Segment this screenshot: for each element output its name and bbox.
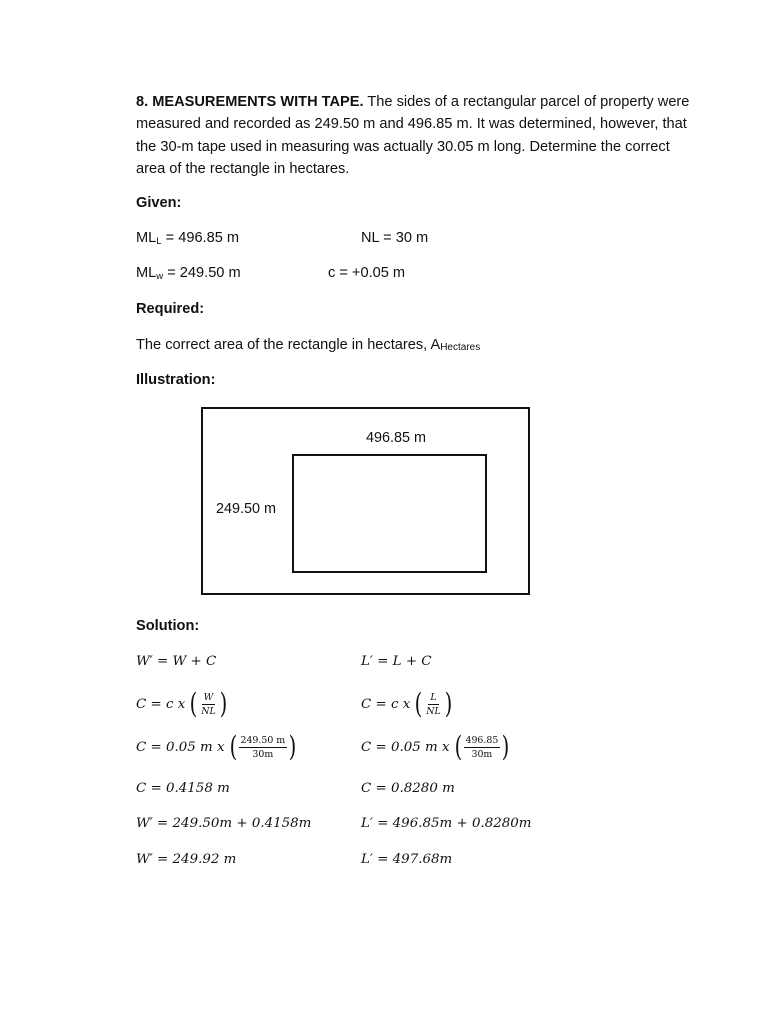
solution-label: Solution:: [136, 618, 200, 634]
width-dimension: 249.50 m: [216, 501, 277, 517]
problem-body: The sides of a rectangular parcel of property were measured and recorded as 249.50 m and 496.85 m. It was determined, however, that the 30-m tape used in measuring was actually 30.05 m long. Determine the correct area of the rectangle in hectares.: [136, 94, 690, 177]
eq-length-correction-formula: C = c x ( $\frac{L}{NL}$ ): [361, 687, 452, 720]
given-label: Given:: [136, 195, 182, 211]
given-ml-length: $ML_L = 496.85$ m: [136, 230, 240, 247]
required-text: The correct area of the rectangle in hectares, AHectares: [136, 337, 481, 353]
problem-statement: [136, 91, 696, 180]
eq-width-corrected-result: W′ = 249.92 m: [136, 852, 237, 867]
illustration-label: Illustration:: [136, 372, 216, 388]
eq-length-correction-substitution: C = 0.05 m x ( $\frac{496.85}{30m}$ ): [361, 730, 510, 763]
given-correction: c = +0.05 m: [328, 265, 406, 281]
eq-length-corrected-result: L′ = 497.68m: [361, 852, 453, 867]
eq-width-correction-formula: C = c x ( $\frac{W}{NL}$ ): [136, 687, 227, 720]
given-nominal-length: NL = 30 m: [361, 230, 429, 246]
eq-width-correction-substitution: C = 0.05 m x ( $\frac{249.50 m}{30m}$ ): [136, 730, 297, 763]
eq-length-corrected-formula: L′ = L + C: [361, 654, 432, 669]
eq-length-corrected-substitution: L′ = 496.85m + 0.8280m: [361, 816, 532, 831]
required-label: Required:: [136, 301, 205, 317]
problem-heading: 8. MEASUREMENTS WITH TAPE.: [136, 94, 364, 110]
given-ml-width: $ML_w = 249.50$ m: [136, 265, 241, 282]
eq-width-corrected-substitution: W′ = 249.50m + 0.4158m: [136, 816, 312, 831]
parcel-rectangle: [292, 454, 487, 573]
eq-length-correction-result: C = 0.8280 m: [361, 781, 455, 796]
eq-width-correction-result: C = 0.4158 m: [136, 781, 230, 796]
eq-width-corrected-formula: W′ = W + C: [136, 654, 217, 669]
length-dimension: 496.85 m: [366, 430, 427, 446]
